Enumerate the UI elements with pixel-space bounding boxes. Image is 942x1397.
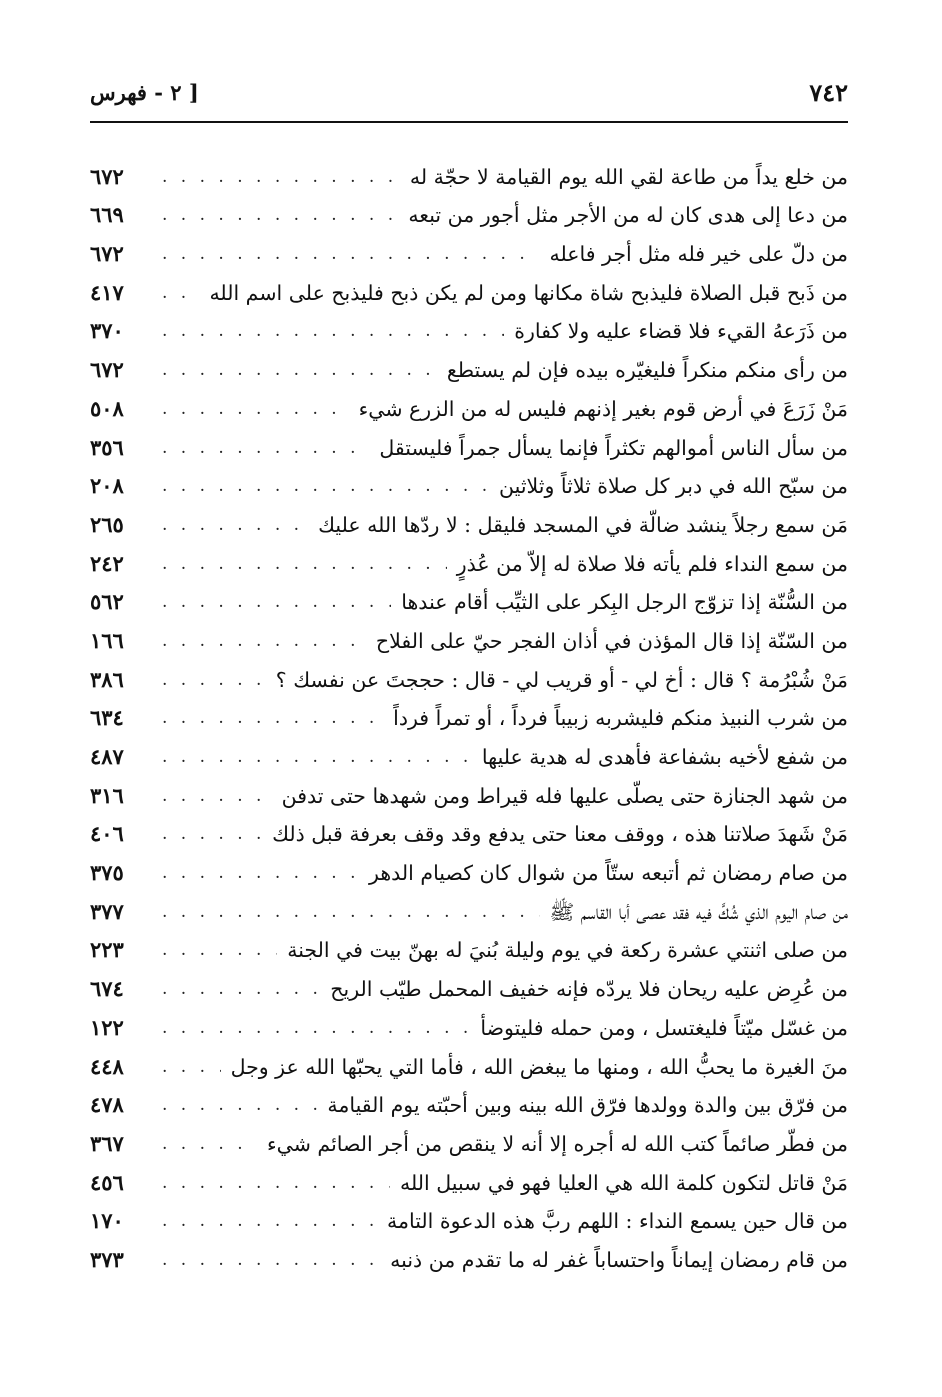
- entry-page-number: ٤١٧: [90, 279, 124, 305]
- header-divider: [90, 121, 848, 123]
- dot-leader: [162, 316, 504, 346]
- dot-leader: [162, 1245, 380, 1275]
- entry-page-number: ٢٤٢: [90, 550, 124, 576]
- dot-leader: [162, 1129, 257, 1159]
- dot-leader: [162, 819, 262, 849]
- dot-leader: [162, 974, 320, 1004]
- dot-leader: [162, 742, 472, 772]
- dot-leader: [162, 510, 308, 540]
- index-entry: [90, 772, 848, 811]
- entry-text: مَنْ شُبْرُمة ؟ قال : أخ لي - أو قريب لي - قال : حججتَ عن نفسك ؟: [275, 667, 848, 692]
- entry-page-number: ١٦٦: [90, 627, 124, 653]
- index-entry: [90, 501, 848, 540]
- entry-text: من عُرِض عليه ريحان فلا يردّه فإنه خفيف المحمل طيّب الريح: [330, 977, 848, 1002]
- dot-leader: [162, 1090, 317, 1120]
- entry-text: من ذَبح قبل الصلاة فليذبح شاة مكانها ومن لم يكن ذبح فليذبح على اسم الله: [209, 280, 848, 305]
- entry-text: من سبّح الله في دبر كل صلاة ثلاثاً وثلاثين: [499, 474, 848, 499]
- entry-text: من صام اليوم الذي شُكَّ فيه فقد عصى أبا القاسم ﷺ: [549, 899, 848, 924]
- entry-page-number: ٦٧٢: [90, 163, 124, 189]
- running-title: [ ٢ - فهرس: [90, 80, 199, 105]
- index-entry: [90, 1198, 848, 1237]
- index-entries: [90, 153, 848, 1275]
- entry-page-number: ٦٦٩: [90, 202, 124, 228]
- entry-text: منَ الغيرة ما يحبُّ الله ، ومنها ما يبغض الله ، فأما التي يحبّها الله عز وجل: [230, 1054, 848, 1079]
- index-entry: [90, 269, 848, 308]
- entry-page-number: ٥٦٢: [90, 589, 124, 615]
- dot-leader: [162, 935, 277, 965]
- entry-page-number: ٢٠٨: [90, 473, 124, 499]
- entry-page-number: ٣٧٠: [90, 318, 124, 344]
- entry-page-number: ٣٥٦: [90, 434, 124, 460]
- entry-text: من السُّنّة إذا تزوّج الرجل البِكر على الثيِّب أقام عندها: [401, 590, 848, 615]
- entry-text: من صلى اثنتي عشرة ركعة في يوم وليلة بُنيَ له بهنّ بيت في الجنة: [287, 938, 848, 963]
- entry-page-number: ٣٨٦: [90, 666, 124, 692]
- entry-text: من غسّل ميّتاً فليغتسل ، ومن حمله فليتوضأ: [480, 1015, 848, 1040]
- page-header: [90, 78, 848, 118]
- dot-leader: [162, 781, 272, 811]
- index-entry: [90, 927, 848, 966]
- entry-page-number: ٣٧٣: [90, 1246, 124, 1272]
- entry-page-number: ٢٢٣: [90, 937, 124, 963]
- entry-page-number: ١٢٢: [90, 1014, 124, 1040]
- index-entry: [90, 733, 848, 772]
- entry-text: من شرب النبيذ منكم فليشربه زبيباً فرداً ، أو تمراً فرداً: [393, 706, 848, 731]
- dot-leader: [162, 394, 349, 424]
- dot-leader: [162, 162, 400, 192]
- index-entry: [90, 153, 848, 192]
- index-entry: [90, 1159, 848, 1198]
- entry-page-number: ٣٧٧: [90, 898, 124, 924]
- dot-leader: [162, 278, 199, 308]
- page-number: ٧٤٢: [809, 78, 848, 107]
- dot-leader: [162, 1052, 221, 1082]
- dot-leader: [162, 897, 540, 927]
- index-entry: [90, 463, 848, 502]
- entry-text: مَنْ شَهدَ صلاتنا هذه ، ووقف معنا حتى يدفع وقد وقف بعرفة قبل ذلك: [272, 822, 848, 847]
- dot-leader: [162, 1168, 390, 1198]
- entry-page-number: ٣١٦: [90, 782, 124, 808]
- entry-page-number: ٤٥٦: [90, 1169, 124, 1195]
- dot-leader: [162, 200, 398, 230]
- dot-leader: [162, 1013, 470, 1043]
- dot-leader: [162, 471, 489, 501]
- entry-page-number: ٥٠٨: [90, 395, 124, 421]
- entry-text: من شفع لأخيه بشفاعة فأهدى له هدية عليها: [481, 745, 848, 769]
- entry-text: من قام رمضان إيماناً واحتساباً غفر له ما تقدم من ذنبه: [390, 1247, 848, 1272]
- entry-text: من سأل الناس أموالهم تكثراً فإنما يسأل جمراً فليستقل: [379, 435, 848, 460]
- entry-text: من سمع النداء فلم يأته فلا صلاة له إلاّ من عُذرٍ: [456, 551, 848, 576]
- index-entry: [90, 540, 848, 579]
- entry-page-number: ٤٤٨: [90, 1053, 124, 1079]
- dot-leader: [162, 355, 437, 385]
- index-entry: [90, 1236, 848, 1275]
- entry-page-number: ٣٦٧: [90, 1130, 124, 1156]
- index-entry: [90, 579, 848, 618]
- index-entry: [90, 695, 848, 734]
- dot-leader: [162, 433, 369, 463]
- entry-page-number: ١٧٠: [90, 1208, 124, 1234]
- entry-page-number: ٦٣٤: [90, 705, 124, 731]
- dot-leader: [162, 587, 391, 617]
- index-entry: [90, 385, 848, 424]
- index-entry: [90, 656, 848, 695]
- index-entry: [90, 308, 848, 347]
- entry-page-number: ٤٨٧: [90, 744, 124, 769]
- dot-leader: [162, 858, 359, 888]
- entry-page-number: ٦٧٢: [90, 357, 124, 383]
- entry-page-number: ٤٧٨: [90, 1092, 124, 1118]
- index-entry: [90, 965, 848, 1004]
- index-entry: [90, 1120, 848, 1159]
- index-entry: [90, 346, 848, 385]
- index-entry: [90, 1043, 848, 1082]
- index-entry: [90, 424, 848, 463]
- entry-page-number: ٣٧٥: [90, 860, 124, 886]
- entry-text: من ذَرَعهُ القيء فلا قضاء عليه ولا كفارة: [514, 319, 848, 344]
- entry-text: مَنْ قاتل لتكون كلمة الله هي العليا فهو في سبيل الله: [400, 1170, 848, 1195]
- entry-text: مَن سمع رجلاً ينشد ضالّة في المسجد فليقل : لا ردّها الله عليك: [318, 512, 848, 537]
- index-entry: [90, 1082, 848, 1121]
- index-entry: [90, 811, 848, 850]
- dot-leader: [162, 626, 366, 656]
- index-entry: [90, 230, 848, 269]
- dot-leader: [162, 1206, 377, 1236]
- entry-text: من رأى منكم منكراً فليغيّره بيده فإن لم يستطع: [446, 358, 848, 383]
- entry-text: من السّنّة إذا قال المؤذن في أذان الفجر حيّ على الفلاح: [375, 628, 848, 653]
- entry-page-number: ٢٦٥: [90, 511, 124, 537]
- dot-leader: [162, 239, 539, 269]
- index-entry: [90, 1004, 848, 1043]
- entry-text: من شهد الجنازة حتى يصلّى عليها فله قيراط ومن شهدها حتى تدفن: [281, 783, 848, 808]
- entry-page-number: ٦٧٤: [90, 976, 124, 1002]
- dot-leader: [162, 703, 383, 733]
- entry-page-number: ٦٧٢: [90, 241, 124, 267]
- index-entry: [90, 192, 848, 231]
- entry-text: من فطّر صائماً كتب الله له أجره إلا أنه لا ينقص من أجر الصائم شيء: [267, 1131, 848, 1156]
- index-entry: [90, 849, 848, 888]
- entry-text: من قال حين يسمع النداء : اللهم ربَّ هذه الدعوة التامة: [387, 1209, 848, 1234]
- entry-text: مَنْ زَرَعَ في أرض قوم بغير إذنهم فليس له من الزرع شيء: [358, 396, 848, 421]
- index-entry: [90, 617, 848, 656]
- entry-text: من خلع يداً من طاعة لقي الله يوم القيامة لا حجّة له: [409, 164, 848, 189]
- entry-text: من صام رمضان ثم أتبعه ستّاً من شوال كان كصيام الدهر: [369, 861, 848, 886]
- entry-text: من دعا إلى هدى كان له من الأجر مثل أجور من تبعه: [408, 203, 848, 228]
- index-entry: [90, 888, 848, 927]
- entry-text: من فرّق بين والدة وولدها فرّق الله بينه وبين أحبّته يوم القيامة: [327, 1093, 848, 1118]
- dot-leader: [162, 549, 447, 579]
- entry-page-number: ٤٠٦: [90, 821, 124, 847]
- dot-leader: [162, 665, 266, 695]
- entry-text: من دلّ على خير فله مثل أجر فاعله: [549, 242, 848, 267]
